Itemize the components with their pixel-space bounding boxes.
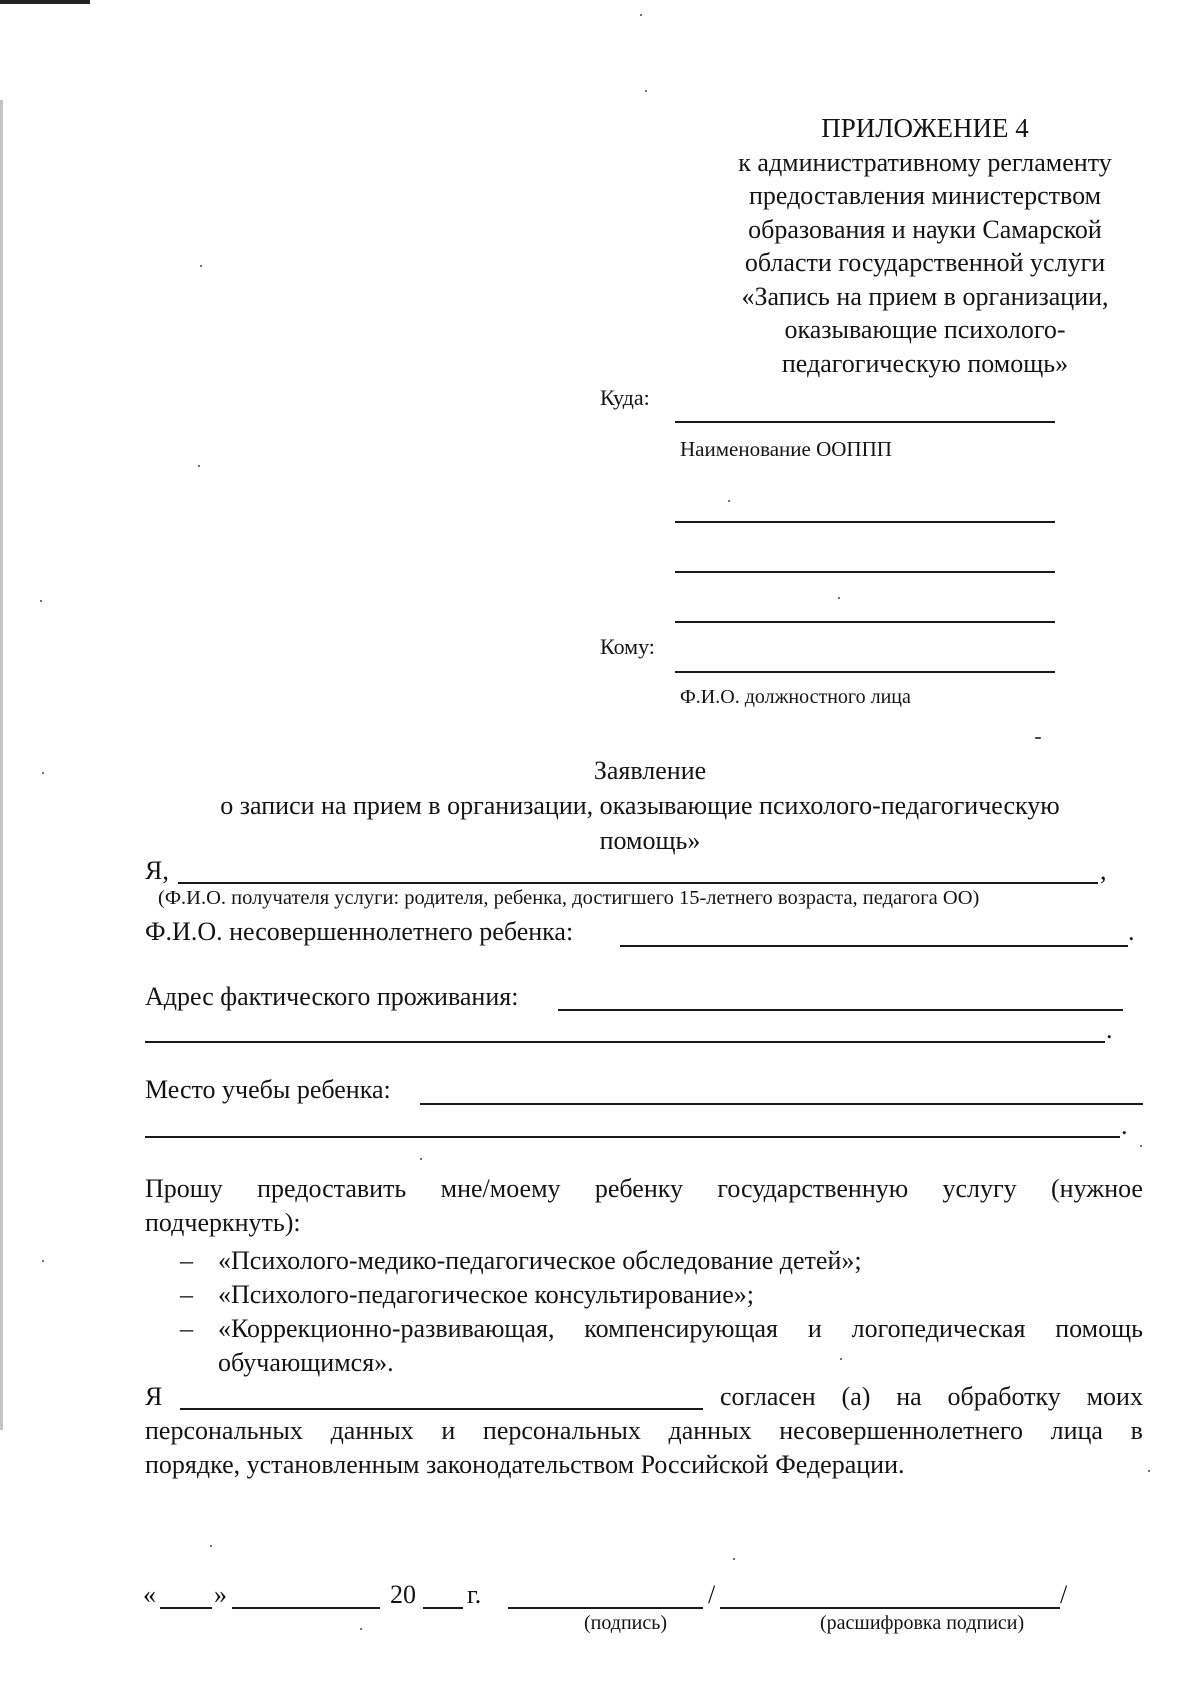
consent-word: на [896,1382,922,1411]
request-line [145,1174,1143,1204]
request-word: ребенку [594,1174,684,1203]
request-word: услугу [942,1174,1017,1203]
scan-speck [42,1260,44,1262]
date-year-prefix: 20 [390,1580,416,1609]
school-label: Место учебы ребенка: [145,1075,391,1104]
child-name-end: . [1128,917,1135,946]
whom-label: Кому: [600,634,655,659]
consent-line-2 [145,1416,1143,1446]
consent-word: персональных [145,1416,303,1445]
scan-speck [840,1358,842,1360]
statement-subtitle: о записи на прием в организации, оказывающие психолого-педагогическую [220,791,1060,820]
scan-speck [1140,1145,1142,1147]
request-word: предоставить [257,1174,407,1203]
appendix-header [700,112,1150,380]
request-word: государственную [717,1174,909,1203]
child-name-label: Ф.И.О. несовершеннолетнего ребенка: [145,917,574,946]
scan-speck [838,597,840,599]
appendix-line: педагогическую помощь» [781,348,1069,378]
service-option-consulting[interactable]: «Психолого-педагогическое консультирование»; [218,1280,754,1309]
date-day-field[interactable] [160,1607,212,1609]
scan-speck [733,1558,735,1560]
date-year-suffix: г. [467,1580,482,1609]
date-month-field[interactable] [232,1607,380,1609]
date-close-quote: » [214,1580,227,1609]
to-official-line[interactable] [675,671,1055,673]
school-field[interactable] [420,1103,1143,1105]
request-word: (нужное [1051,1174,1143,1203]
consent-word: лица [1050,1416,1103,1445]
applicant-name-field[interactable] [178,882,1098,884]
scan-speck [360,1628,362,1630]
address-end: . [1106,1015,1113,1044]
signature-field[interactable] [508,1607,703,1609]
scan-speck [640,14,642,16]
request-line-cont: подчеркнуть): [145,1208,301,1237]
date-open-quote: « [143,1580,156,1609]
address-field[interactable] [558,1009,1123,1011]
school-field-2[interactable] [145,1136,1120,1138]
appendix-line: «Запись на прием в организации, [741,281,1109,311]
consent-word: обработку [947,1382,1061,1411]
request-word: Прошу [145,1174,223,1203]
address-field-2[interactable] [145,1041,1105,1043]
scan-speck [1035,737,1041,739]
scan-top-mark [0,0,90,4]
scan-speck [420,1158,422,1160]
consent-word: и [441,1416,456,1445]
consent-word: в [1130,1416,1143,1445]
signature-slash: / [708,1580,716,1609]
appendix-line: предоставления министерством [748,181,1102,210]
date-year-field[interactable] [423,1607,463,1609]
scan-speck [200,265,202,267]
consent-word: моих [1086,1382,1143,1411]
to-label: Куда: [600,385,650,410]
service-option-pmpk[interactable]: «Психолого-медико-педагогическое обследование детей»; [218,1246,862,1275]
request-word: мне/моему [440,1174,561,1203]
consent-word: согласен [720,1382,816,1411]
child-name-field[interactable] [620,945,1128,947]
consent-word: данных [330,1416,414,1445]
scan-speck [210,1545,212,1547]
list-bullet: – [180,1280,193,1309]
consent-word: несовершеннолетнего [779,1416,1023,1445]
consent-line [720,1382,1143,1412]
consent-line-3: порядке, установленным законодательством Российской Федерации. [145,1450,905,1479]
org-caption: Наименование ООППП [680,437,892,461]
list-bullet: – [180,1246,193,1275]
applicant-prefix: Я, [145,856,169,885]
appendix-line: оказывающие психолого- [784,315,1066,344]
service-option-correction[interactable]: «Коррекционно-развивающая, компенсирующая и логопедическая помощь [218,1314,1143,1343]
consent-name-field[interactable] [180,1408,703,1410]
appendix-line: области государственной услуги [744,248,1106,277]
to-org-line-3[interactable] [675,571,1055,573]
official-caption: Ф.И.О. должностного лица [680,686,911,708]
scan-speck [40,600,42,602]
service-option-correction-cont[interactable]: обучающимся». [218,1348,394,1377]
scan-speck [1148,1470,1150,1472]
signature-decode-field[interactable] [720,1607,1060,1609]
applicant-suffix: , [1100,856,1107,885]
signature-caption: (подпись) [584,1612,668,1634]
consent-word: данных [668,1416,752,1445]
statement-title: Заявление [593,756,707,785]
to-org-line[interactable] [675,421,1055,423]
scan-speck [728,500,730,502]
to-org-line-2[interactable] [675,521,1055,523]
appendix-line: образования и науки Самарской [748,214,1102,244]
appendix-line: к административному регламенту [738,147,1112,177]
applicant-caption: (Ф.И.О. получателя услуги: родителя, ребенка, достигшего 15-летнего возраста, педагога ОО) [158,887,980,909]
consent-word: персональных [482,1416,641,1445]
appendix-title: ПРИЛОЖЕНИЕ 4 [821,113,1029,143]
list-bullet: – [180,1314,193,1343]
to-org-line-4[interactable] [675,621,1055,623]
statement-subtitle-cont: помощь» [599,826,701,855]
school-end: . [1121,1111,1128,1140]
consent-word: (а) [841,1382,871,1411]
address-label: Адрес фактического проживания: [145,982,519,1011]
scan-speck [645,90,647,92]
scan-speck [198,465,200,467]
signature-decode-caption: (расшифровка подписи) [820,1612,1025,1634]
consent-prefix: Я [145,1382,163,1411]
signature-slash-end: / [1060,1580,1068,1609]
